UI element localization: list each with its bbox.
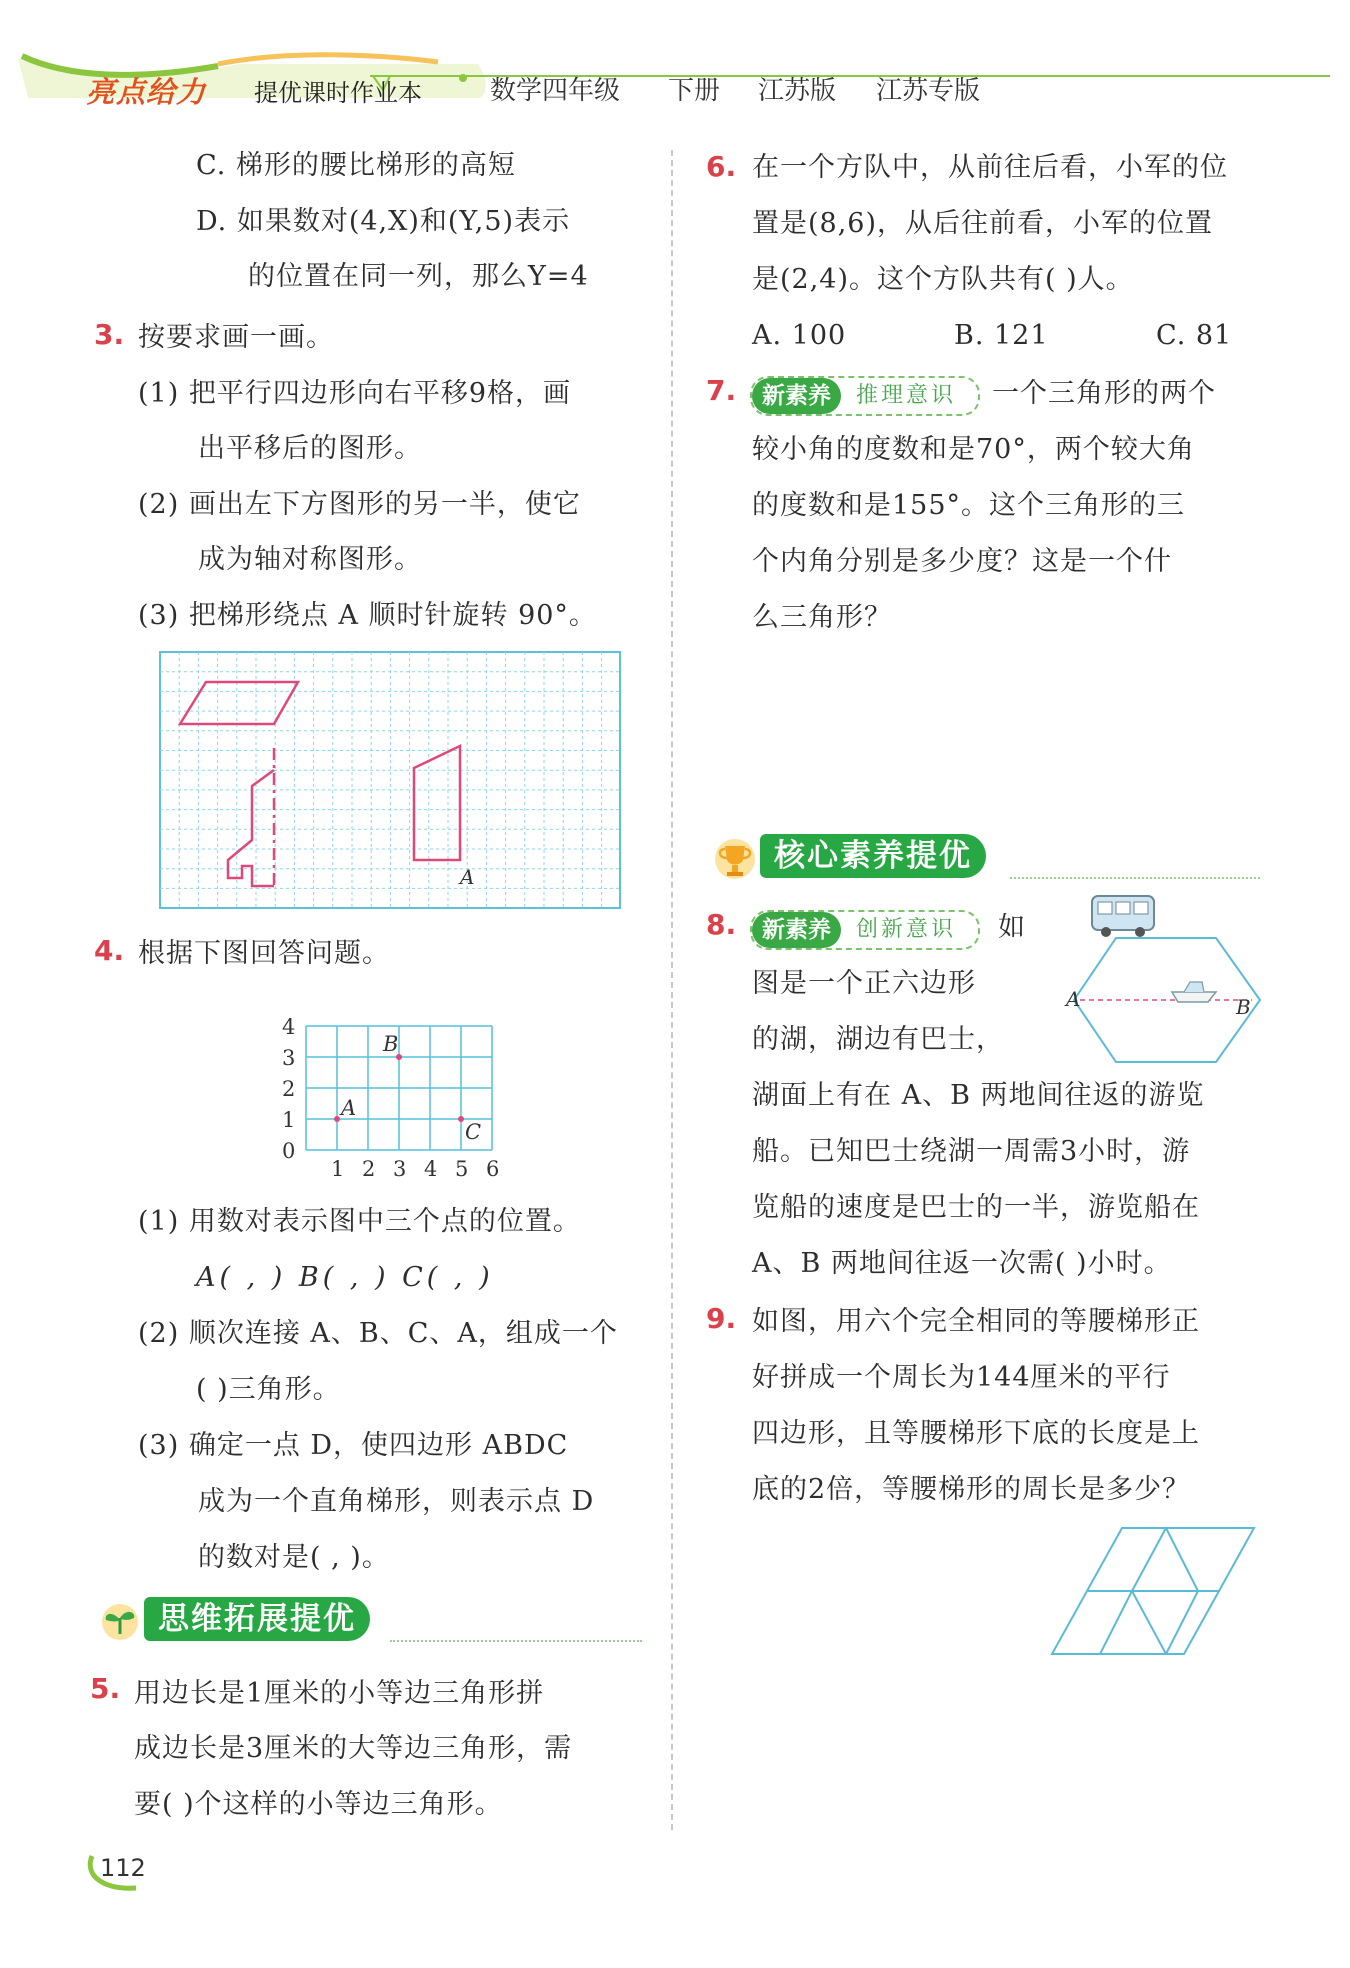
point-label-b: B <box>383 1032 399 1056</box>
q7-line3: 的度数和是155°。这个三角形的三 <box>752 490 1186 521</box>
q6-option-a[interactable]: A. 100 <box>752 320 847 351</box>
x-tick-labels <box>331 1157 499 1180</box>
q3-part3: (3) 把梯形绕点 A 顺时针旋转 90°。 <box>138 600 597 631</box>
y-tick-labels <box>282 1015 295 1163</box>
inner-line <box>1100 1591 1132 1654</box>
q7-line1: 一个三角形的两个 <box>992 378 1216 409</box>
q8-line1: 如 <box>998 912 1026 943</box>
x-tick-label: 2 <box>362 1157 376 1180</box>
point-a <box>334 1116 340 1122</box>
q4-number: 4. <box>94 934 125 967</box>
q8-line2: 图是一个正六边形 <box>752 968 976 999</box>
inner-line <box>1166 1528 1198 1591</box>
x-tick-label: 6 <box>486 1157 500 1180</box>
header-subject: 数学四年级 <box>490 76 621 106</box>
q7-line5: 么三角形？ <box>752 602 892 633</box>
q5-line3[interactable]: 要( )个这样的小等边三角形。 <box>134 1789 503 1820</box>
q8-hexagon-lake <box>1056 890 1270 1080</box>
banner-dots <box>1010 877 1260 879</box>
q4-coordinate-chart <box>280 1000 510 1180</box>
q6-option-c[interactable]: C. 81 <box>1156 320 1233 351</box>
q3-part1-line1: (1) 把平行四边形向右平移9格，画 <box>138 378 572 409</box>
trophy-icon <box>708 834 762 884</box>
point-a-label: A <box>460 865 475 889</box>
inner-line <box>1166 1591 1198 1654</box>
y-tick-label: 2 <box>282 1077 296 1101</box>
q5-line1: 用边长是1厘米的小等边三角形拼 <box>134 1678 545 1709</box>
x-tick-label: 5 <box>455 1157 469 1180</box>
q6-option-b[interactable]: B. 121 <box>954 320 1049 351</box>
q8-line6: 览船的速度是巴士的一半，游览船在 <box>752 1192 1200 1223</box>
section-banner-core: 核心素养提优 <box>760 834 986 878</box>
q9-line4: 底的2倍，等腰梯形的周长是多少？ <box>752 1474 1191 1505</box>
header-volume: 下册 <box>668 76 721 106</box>
hexagon-label-b: B <box>1236 995 1251 1019</box>
q4-part3-line1: (3) 确定一点 D，使四边形 ABDC <box>138 1430 569 1461</box>
q6-line3[interactable]: 是(2,4)。这个方队共有( )人。 <box>752 264 1134 295</box>
page-number: 112 <box>100 1854 146 1882</box>
bus-icon <box>1092 896 1154 937</box>
y-tick-label: 1 <box>282 1108 296 1132</box>
y-tick-label: 0 <box>282 1139 296 1163</box>
q3-part1-line2: 出平移后的图形。 <box>198 433 422 464</box>
boat-icon <box>1172 982 1216 1002</box>
x-tick-label: 1 <box>331 1157 345 1180</box>
inner-line <box>1132 1528 1166 1591</box>
y-tick-label: 3 <box>282 1046 296 1070</box>
q9-number: 9. <box>706 1302 737 1335</box>
q3-number: 3. <box>94 318 125 351</box>
q8-line3: 的湖，湖边有巴士， <box>752 1024 1004 1055</box>
q7-tag-sub: 推理意识 <box>856 383 957 408</box>
q3-part2-line1: (2) 画出左下方图形的另一半，使它 <box>138 489 581 520</box>
header-edition: 江苏版 <box>758 76 837 106</box>
q4-title: 根据下图回答问题。 <box>138 938 390 969</box>
q8-number: 8. <box>706 908 737 941</box>
x-tick-label: 3 <box>393 1157 407 1180</box>
q6-number: 6. <box>706 150 737 183</box>
point-label-c: C <box>465 1120 482 1144</box>
header-subtitle: 提优课时作业本 <box>254 79 422 107</box>
q2-option-d-line2: 的位置在同一列，那么Y=4 <box>248 261 589 292</box>
q7-line2: 较小角的度数和是70°，两个较大角 <box>752 434 1195 465</box>
q8-line5: 船。已知巴士绕湖一周需3小时，游 <box>752 1136 1191 1167</box>
q5-line2: 成边长是3厘米的大等边三角形，需 <box>134 1733 573 1764</box>
q2-option-c: C. 梯形的腰比梯形的高短 <box>196 150 516 181</box>
q6-line2: 置是(8,6)，从后往前看，小军的位置 <box>752 208 1214 239</box>
q8-line7[interactable]: A、B 两地间往返一次需( )小时。 <box>752 1248 1172 1279</box>
sprout-icon <box>96 1598 146 1642</box>
inner-line <box>1132 1591 1166 1654</box>
section-banner-thinking: 思维拓展提优 <box>144 1597 370 1641</box>
q3-drawing-grid <box>158 650 624 912</box>
q9-line3: 四边形，且等腰梯形下底的长度是上 <box>752 1418 1200 1449</box>
q3-part2-line2: 成为轴对称图形。 <box>198 544 422 575</box>
q4-part3-line2: 成为一个直角梯形，则表示点 D <box>198 1486 595 1517</box>
q9-line2: 好拼成一个周长为144厘米的平行 <box>752 1362 1171 1393</box>
q5-number: 5. <box>90 1672 121 1705</box>
q3-title: 按要求画一画。 <box>138 322 334 353</box>
q4-part2-line2[interactable]: ( )三角形。 <box>196 1374 341 1405</box>
q8-tag-main: 新素养 <box>752 912 841 948</box>
x-tick-label: 4 <box>424 1157 438 1180</box>
q4-part3-line3[interactable]: 的数对是( , )。 <box>198 1542 390 1573</box>
column-divider <box>671 150 673 1830</box>
q7-number: 7. <box>706 374 737 407</box>
hexagon-label-a: A <box>1066 987 1081 1011</box>
q4-part1-blanks[interactable]: A( , ) B( , ) C( , ) <box>196 1262 494 1293</box>
q4-part1: (1) 用数对表示图中三个点的位置。 <box>138 1206 581 1237</box>
q4-part2-line1: (2) 顺次连接 A、B、C、A，组成一个 <box>138 1318 618 1349</box>
q6-line1: 在一个方队中，从前往后看，小军的位 <box>752 152 1228 183</box>
q9-trapezoid-figure <box>1048 1524 1258 1662</box>
q8-tag-sub: 创新意识 <box>856 917 957 942</box>
q7-line4: 个内角分别是多少度？这是一个什 <box>752 546 1172 577</box>
point-label-a: A <box>341 1096 357 1120</box>
point-c <box>458 1116 464 1122</box>
y-tick-label: 4 <box>282 1015 296 1039</box>
q7-literacy-tag <box>750 376 980 416</box>
q8-literacy-tag <box>750 910 980 950</box>
q2-option-d-line1: D. 如果数对(4,X)和(Y,5)表示 <box>196 206 571 237</box>
q9-line1: 如图，用六个完全相同的等腰梯形正 <box>752 1306 1200 1337</box>
banner-dots <box>390 1640 642 1642</box>
header-special: 江苏专版 <box>876 76 981 106</box>
q7-tag-main: 新素养 <box>752 378 841 414</box>
brand-logo: 亮点给力 <box>86 75 207 109</box>
q8-line4: 湖面上有在 A、B 两地间往返的游览 <box>752 1080 1205 1111</box>
